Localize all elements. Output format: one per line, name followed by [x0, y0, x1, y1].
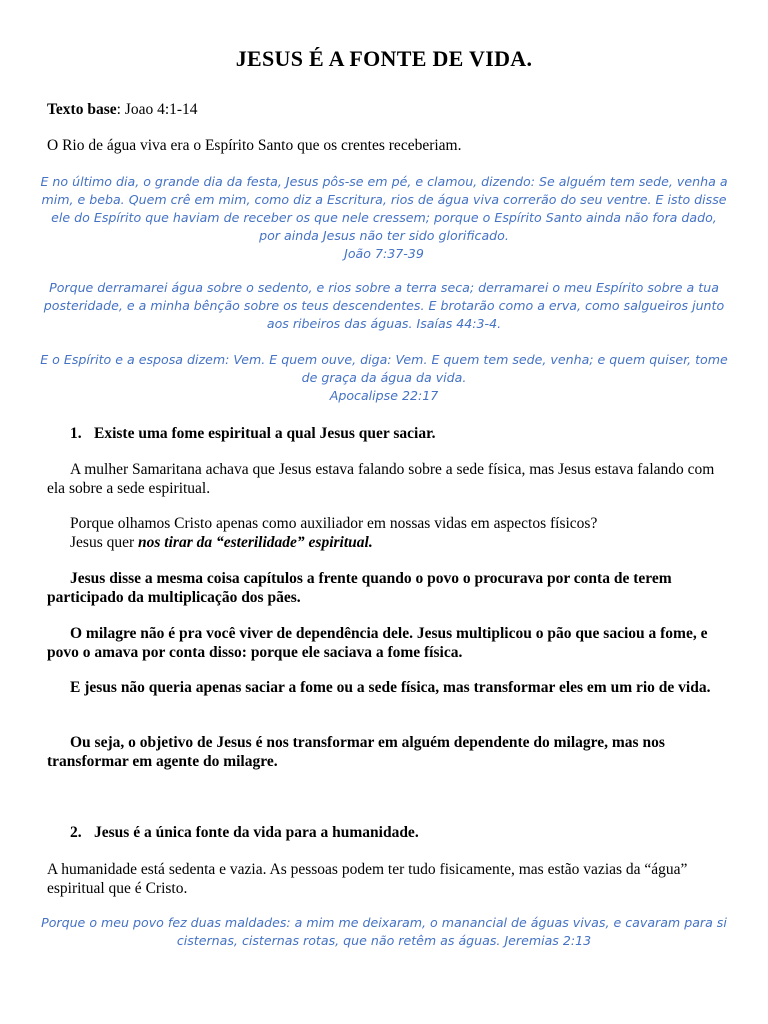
section-1-question: Porque olhamos Cristo apenas como auxiliador em nossas vidas em aspectos físicos?	[70, 515, 598, 532]
base-text-line	[47, 100, 719, 119]
quote-revelation-reference: Apocalipse 22:17	[329, 388, 439, 403]
intro-paragraph: O Rio de água viva era o Espírito Santo que os crentes receberiam.	[47, 137, 462, 154]
section-1-heading	[70, 424, 710, 443]
section-1-paragraph-2	[47, 514, 719, 552]
quote-isaiah-text: Porque derramarei água sobre o sedento, e rios sobre a terra seca; derramarei o meu Espírito sobre a tua posteridade, e a minha bênção sobre os teus descendentes. E brotarão como a erva, como salgueiros junto aos ribeiros das águas. Isaías 44:3-4.	[43, 280, 725, 331]
section-1-paragraph-4: O milagre não é pra você viver de dependência dele. Jesus multiplicou o pão que saciou a fome, e povo o amava por conta disso: porque ele saciava a fome física.	[47, 625, 708, 661]
quote-john-text: E no último dia, o grande dia da festa, Jesus pôs-se em pé, e clamou, dizendo: Se alguém tem sede, venha a mim, e beba. Quem crê em mim, como diz a Escritura, rios de água viva correrão do seu ventre. E isto disse ele do Espírito que haviam de receber os que nele cressem; porque o Espírito Santo ainda não fora dado, por ainda Jesus não ter sido glorificado.	[40, 174, 728, 243]
section-2-title: Jesus é a única fonte da vida para a humanidade.	[94, 824, 419, 841]
quote-john	[40, 173, 728, 263]
section-1-statement	[70, 533, 719, 552]
statement-emphasis: nos tirar da “esterilidade” espiritual.	[138, 534, 373, 551]
section-1-paragraph-6: Ou seja, o objetivo de Jesus é nos transformar em alguém dependente do milagre, mas nos transformar em agente do milagre.	[47, 734, 665, 770]
quote-jeremiah-text: Porque o meu povo fez duas maldades: a mim me deixaram, o manancial de águas vivas, e cavaram para si cisternas, cisternas rotas, que não retêm as águas. Jeremias 2:13	[41, 915, 727, 948]
document-title: JESUS É A FONTE DE VIDA.	[235, 46, 533, 71]
quote-revelation-text: E o Espírito e a esposa dizem: Vem. E quem ouve, diga: Vem. E quem tem sede, venha; e quem quiser, tome de graça da água da vida.	[40, 352, 728, 385]
quote-revelation	[40, 351, 728, 405]
section-2-number: 2.	[70, 824, 82, 841]
section-1-number: 1.	[70, 425, 82, 442]
section-1-title: Existe uma fome espiritual a qual Jesus quer saciar.	[94, 425, 436, 442]
quote-isaiah	[40, 279, 728, 333]
section-2-paragraph-1: A humanidade está sedenta e vazia. As pessoas podem ter tudo fisicamente, mas estão vazias da “água” espiritual que é Cristo.	[47, 861, 688, 897]
quote-jeremiah	[40, 914, 728, 950]
quote-john-reference: João 7:37-39	[344, 246, 424, 261]
base-text-label: Texto base	[47, 101, 117, 118]
section-2-heading	[70, 823, 710, 842]
section-1-paragraph-3: Jesus disse a mesma coisa capítulos a frente quando o povo o procurava por conta de terem participado da multiplicação dos pães.	[47, 570, 672, 606]
section-1-paragraph-5: E jesus não queria apenas saciar a fome ou a sede física, mas transformar eles em um rio de vida.	[70, 679, 711, 696]
statement-prefix: Jesus quer	[70, 534, 139, 551]
section-1-paragraph-1: A mulher Samaritana achava que Jesus estava falando sobre a sede física, mas Jesus estava falando com ela sobre a sede espiritual.	[47, 461, 715, 497]
base-text-reference: : Joao 4:1-14	[116, 101, 198, 118]
